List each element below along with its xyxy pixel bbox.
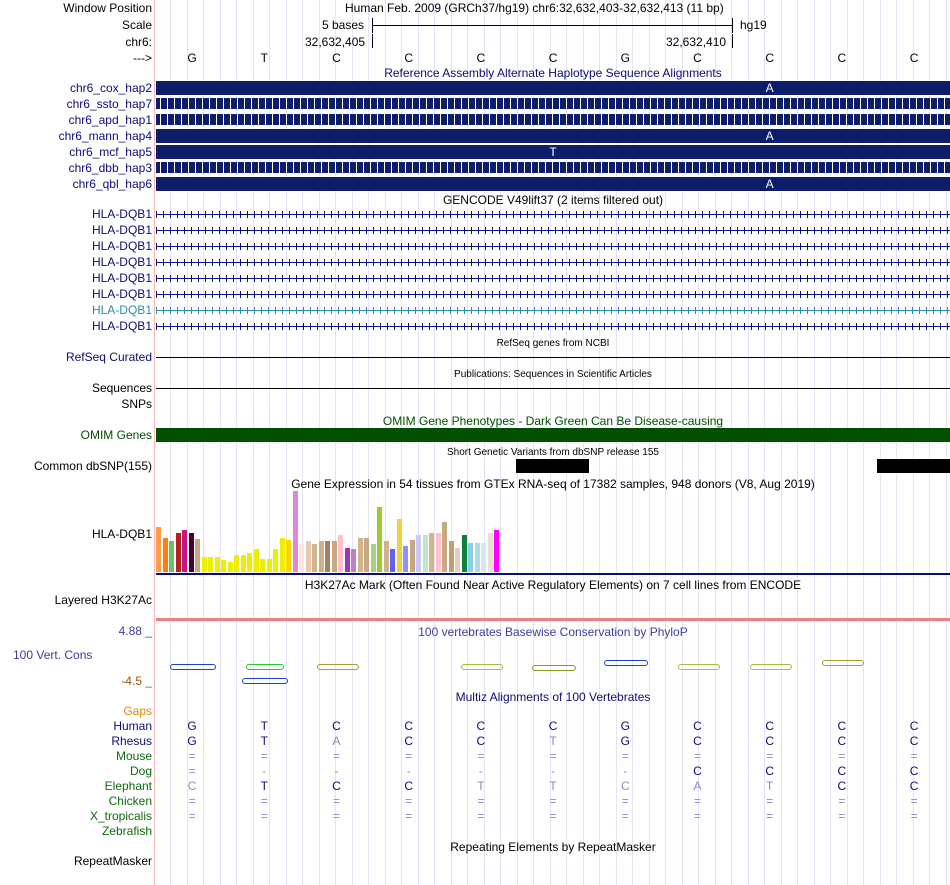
gtex-tissue-bar[interactable]	[455, 548, 460, 572]
multiz-base: -	[406, 764, 411, 778]
gtex-tissue-bar[interactable]	[436, 533, 441, 572]
phylop-score-glyph[interactable]	[461, 664, 503, 670]
alt-hap-label[interactable]: chr6_qbl_hap6	[72, 177, 152, 191]
snps-label[interactable]: SNPs	[121, 397, 152, 411]
phylop-label[interactable]: 100 Vert. Cons	[13, 648, 93, 662]
gtex-tissue-bar[interactable]	[390, 549, 395, 572]
multiz-base: -	[551, 764, 556, 778]
multiz-base: =	[477, 794, 485, 808]
multiz-base: T	[260, 719, 268, 733]
multiz-base: C	[476, 719, 486, 733]
gtex-tissue-bar[interactable]	[169, 541, 174, 572]
multiz-base: G	[187, 719, 197, 733]
alt-hap-alignment[interactable]	[156, 81, 950, 95]
publications-label[interactable]: Sequences	[91, 381, 152, 395]
multiz-base: =	[621, 809, 629, 823]
scale-text: 5 bases	[322, 18, 365, 32]
scale-bar	[372, 25, 732, 26]
gtex-tissue-bar[interactable]	[475, 543, 480, 572]
phylop-score-glyph[interactable]	[604, 660, 648, 666]
multiz-species-label[interactable]: X_tropicalis	[89, 809, 152, 823]
gtex-tissue-bar[interactable]	[364, 538, 369, 572]
phylop-score-glyph[interactable]	[822, 660, 864, 666]
multiz-base: T	[477, 779, 485, 793]
gencode-gene-label[interactable]: HLA-DQB1	[91, 287, 152, 301]
gencode-gene-label[interactable]: HLA-DQB1	[91, 319, 152, 333]
multiz-base: =	[405, 809, 413, 823]
gtex-tissue-bar[interactable]	[260, 559, 265, 572]
multiz-base: -	[334, 764, 339, 778]
multiz-base: C	[909, 734, 919, 748]
gencode-gene-label[interactable]: HLA-DQB1	[91, 223, 152, 237]
ruler-base: C	[693, 51, 702, 65]
multiz-base: C	[837, 779, 847, 793]
multiz-base: C	[909, 719, 919, 733]
refseq-label[interactable]: RefSeq Curated	[65, 350, 152, 364]
repeatmasker-title[interactable]: Repeating Elements by RepeatMasker	[450, 840, 656, 854]
gencode-strand-arrows	[156, 307, 950, 314]
multiz-base: C	[404, 734, 414, 748]
gtex-tissue-bar[interactable]	[156, 527, 161, 572]
multiz-base: =	[838, 809, 846, 823]
phylop-score-glyph[interactable]	[242, 678, 288, 684]
phylop-score-glyph[interactable]	[246, 664, 284, 670]
multiz-base: =	[332, 749, 340, 763]
multiz-species-label[interactable]: Rhesus	[111, 734, 152, 748]
strand-label: --->	[133, 51, 152, 65]
coord-left-tick	[372, 34, 373, 48]
gtex-tissue-bar[interactable]	[429, 533, 434, 572]
refseq-gene-line[interactable]	[156, 357, 950, 358]
multiz-gaps-label: Gaps	[123, 704, 152, 718]
gtex-tissue-bar[interactable]	[358, 538, 363, 572]
omim-bar[interactable]	[156, 428, 950, 442]
phylop-score-glyph[interactable]	[750, 664, 792, 670]
gencode-gene-label[interactable]: HLA-DQB1	[91, 255, 152, 269]
gtex-tissue-bar[interactable]	[293, 491, 298, 572]
multiz-base: =	[405, 749, 413, 763]
phylop-score-glyph[interactable]	[532, 665, 576, 671]
gencode-gene-label[interactable]: HLA-DQB1	[91, 207, 152, 221]
gtex-tissue-bar[interactable]	[215, 557, 220, 572]
multiz-base: C	[837, 764, 847, 778]
gtex-tissue-bar[interactable]	[371, 544, 376, 572]
gtex-tissue-bar[interactable]	[384, 541, 389, 572]
multiz-base: =	[621, 794, 629, 808]
multiz-base: C	[548, 719, 558, 733]
multiz-base: =	[838, 749, 846, 763]
alt-hap-alignment[interactable]	[156, 162, 950, 173]
gencode-strand-arrows	[156, 291, 950, 298]
ruler-base: C	[548, 51, 558, 65]
alt-hap-mismatch: A	[765, 81, 774, 95]
multiz-base: =	[910, 794, 918, 808]
gtex-tissue-bar[interactable]	[397, 519, 402, 572]
gtex-tissue-bar[interactable]	[189, 533, 194, 572]
multiz-base: =	[621, 749, 629, 763]
multiz-base: C	[404, 719, 414, 733]
gtex-tissue-bar[interactable]	[228, 562, 233, 572]
gtex-tissue-bar[interactable]	[442, 522, 447, 572]
ruler-base: T	[260, 51, 268, 65]
multiz-base: =	[260, 749, 268, 763]
multiz-species-label[interactable]: Chicken	[108, 794, 152, 808]
multiz-base: =	[766, 794, 774, 808]
gtex-tissue-bar[interactable]	[254, 549, 259, 572]
alt-hap-alignment[interactable]	[156, 145, 950, 159]
multiz-base: C	[837, 719, 847, 733]
multiz-base: =	[188, 749, 196, 763]
ruler-base: G	[620, 51, 630, 65]
refseq-title[interactable]: RefSeq genes from NCBI	[496, 338, 610, 349]
multiz-base: =	[260, 809, 268, 823]
gtex-tissue-bar[interactable]	[345, 548, 350, 572]
gtex-tissue-bar[interactable]	[267, 559, 272, 572]
multiz-base: =	[332, 809, 340, 823]
coord-left: 32,632,405	[305, 35, 366, 49]
dbsnp-label[interactable]: Common dbSNP(155)	[33, 459, 152, 473]
multiz-base: C	[404, 779, 414, 793]
gtex-tissue-bar[interactable]	[325, 541, 330, 572]
multiz-base: =	[693, 794, 701, 808]
gtex-gene-label[interactable]: HLA-DQB1	[91, 527, 152, 541]
multiz-base: =	[910, 749, 918, 763]
gencode-strand-arrows	[156, 275, 950, 282]
gtex-tissue-bar[interactable]	[416, 535, 421, 572]
multiz-base: =	[549, 794, 557, 808]
gtex-tissue-bar[interactable]	[234, 555, 239, 572]
label-separator	[154, 0, 155, 885]
ruler-base: C	[332, 51, 341, 65]
alt-hap-label[interactable]: chr6_mcf_hap5	[69, 145, 152, 159]
gtex-tissue-bar[interactable]	[338, 535, 343, 572]
multiz-base: =	[766, 749, 774, 763]
multiz-title[interactable]: Multiz Alignments of 100 Vertebrates	[455, 690, 651, 704]
alt-hap-mismatch: T	[549, 145, 557, 159]
multiz-base: T	[549, 779, 557, 793]
multiz-base: C	[909, 764, 919, 778]
alt-hap-label[interactable]: chr6_apd_hap1	[68, 113, 152, 127]
gtex-tissue-bar[interactable]	[351, 549, 356, 572]
alt-hap-alignment[interactable]	[156, 177, 950, 191]
gtex-tissue-bar[interactable]	[182, 530, 187, 572]
gtex-tissue-bar[interactable]	[273, 549, 278, 572]
gtex-tissue-bar[interactable]	[494, 530, 499, 572]
ruler-base: C	[765, 51, 775, 65]
multiz-base: G	[620, 719, 630, 733]
gencode-gene-label[interactable]: HLA-DQB1	[91, 303, 152, 317]
multiz-base: C	[332, 719, 341, 733]
multiz-base: G	[187, 734, 197, 748]
multiz-base: C	[332, 779, 341, 793]
gencode-strand-arrows	[156, 323, 950, 330]
phylop-score-glyph[interactable]	[317, 664, 359, 670]
gtex-tissue-bar[interactable]	[377, 507, 382, 572]
multiz-base: C	[693, 764, 702, 778]
alt-hap-mismatch: A	[765, 177, 774, 191]
window-position-text: Human Feb. 2009 (GRCh37/hg19) chr6:32,632,403-32,632,413 (11 bp)	[345, 1, 724, 15]
multiz-base: -	[478, 764, 483, 778]
multiz-base: C	[765, 719, 775, 733]
multiz-base: T	[766, 779, 774, 793]
gtex-tissue-bar[interactable]	[299, 544, 304, 572]
phylop-title[interactable]: 100 vertebrates Basewise Conservation by PhyloP	[418, 625, 688, 639]
multiz-base: =	[332, 794, 340, 808]
multiz-base: =	[260, 794, 268, 808]
multiz-base: G	[620, 734, 630, 748]
dbsnp-variant[interactable]	[877, 459, 950, 473]
publications-line[interactable]	[156, 388, 950, 389]
window-position-label: Window Position	[63, 1, 152, 15]
multiz-base: =	[405, 794, 413, 808]
phylop-ymin: -4.5 _	[121, 674, 152, 688]
omim-title[interactable]: OMIM Gene Phenotypes - Dark Green Can Be Disease-causing	[382, 414, 724, 428]
multiz-base: =	[910, 809, 918, 823]
multiz-base: C	[620, 779, 630, 793]
scale-bar-left-tick	[372, 18, 373, 33]
alt-hap-mismatch: A	[765, 129, 774, 143]
multiz-base: C	[693, 719, 702, 733]
multiz-base: =	[188, 764, 196, 778]
multiz-base: =	[477, 809, 485, 823]
alt-hap-alignment[interactable]	[156, 98, 950, 109]
gtex-tissue-bar[interactable]	[247, 553, 252, 572]
coord-right: 32,632,410	[666, 35, 727, 49]
multiz-base: A	[332, 734, 341, 748]
alt-hap-label[interactable]: chr6_ssto_hap7	[66, 97, 152, 111]
gtex-tissue-bar[interactable]	[306, 541, 311, 572]
gtex-tissue-bar[interactable]	[312, 544, 317, 572]
h3k27ac-title[interactable]: H3K27Ac Mark (Often Found Near Active Regulatory Elements) on 7 cell lines from ENCODE	[304, 578, 802, 592]
gtex-tissue-bar[interactable]	[221, 560, 226, 572]
gtex-tissue-bar[interactable]	[163, 538, 168, 572]
multiz-base: T	[549, 734, 557, 748]
multiz-base: =	[188, 809, 196, 823]
gtex-tissue-bar[interactable]	[241, 555, 246, 572]
gtex-baseline	[156, 573, 950, 575]
scale-label: Scale	[121, 18, 152, 32]
multiz-base: C	[765, 734, 775, 748]
ruler-base: C	[909, 51, 919, 65]
multiz-base: =	[549, 749, 557, 763]
multiz-base: A	[693, 779, 702, 793]
multiz-base: T	[260, 734, 268, 748]
gtex-tissue-bar[interactable]	[208, 557, 213, 572]
chrom-label: chr6:	[125, 35, 152, 49]
multiz-species-label[interactable]: Dog	[129, 764, 152, 778]
gtex-tissue-bar[interactable]	[403, 546, 408, 572]
multiz-base: C	[837, 734, 847, 748]
alt-hap-label[interactable]: chr6_cox_hap2	[69, 81, 152, 95]
multiz-base: =	[693, 749, 701, 763]
alt-hap-title[interactable]: Reference Assembly Alternate Haplotype Sequence Alignments	[384, 66, 722, 80]
multiz-base: -	[262, 764, 267, 778]
gtex-tissue-bar[interactable]	[410, 540, 415, 572]
multiz-base: T	[260, 779, 268, 793]
gencode-strand-arrows	[156, 243, 950, 250]
gtex-tissue-bar[interactable]	[481, 543, 486, 572]
multiz-base: =	[188, 794, 196, 808]
multiz-base: =	[838, 794, 846, 808]
multiz-base: C	[765, 764, 775, 778]
gtex-tissue-bar[interactable]	[449, 541, 454, 572]
gencode-strand-arrows	[156, 259, 950, 266]
multiz-species-label[interactable]: Human	[113, 719, 152, 733]
ruler-base: C	[837, 51, 847, 65]
multiz-species-label[interactable]: Mouse	[115, 749, 152, 763]
gtex-tissue-bar[interactable]	[202, 557, 207, 572]
phylop-score-glyph[interactable]	[170, 664, 216, 670]
multiz-base: C	[693, 734, 702, 748]
gtex-title[interactable]: Gene Expression in 54 tissues from GTEx RNA-seq of 17382 samples, 948 donors (V8, Aug 2019)	[291, 477, 815, 491]
alt-hap-label[interactable]: chr6_dbb_hap3	[68, 161, 152, 175]
gtex-tissue-bar[interactable]	[195, 539, 200, 572]
multiz-species-label[interactable]: Elephant	[104, 779, 152, 793]
gencode-gene-label[interactable]: HLA-DQB1	[91, 239, 152, 253]
dbsnp-variant[interactable]	[516, 459, 589, 473]
phylop-score-glyph[interactable]	[678, 664, 720, 670]
gtex-tissue-bar[interactable]	[488, 533, 493, 572]
gtex-tissue-bar[interactable]	[280, 538, 285, 572]
phylop-ymax: 4.88 _	[118, 624, 152, 638]
gtex-tissue-bar[interactable]	[423, 535, 428, 572]
h3k27ac-label[interactable]: Layered H3K27Ac	[54, 593, 152, 607]
multiz-base: -	[623, 764, 628, 778]
ruler-base: C	[476, 51, 486, 65]
multiz-base: C	[909, 779, 919, 793]
alt-hap-alignment[interactable]	[156, 114, 950, 125]
gencode-strand-arrows	[156, 227, 950, 234]
multiz-species-label[interactable]: Zebrafish	[101, 824, 152, 838]
gencode-title[interactable]: GENCODE V49lift37 (2 items filtered out)	[442, 193, 664, 207]
gencode-gene-label[interactable]: HLA-DQB1	[91, 271, 152, 285]
gencode-strand-arrows	[156, 211, 950, 218]
dbsnp-title[interactable]: Short Genetic Variants from dbSNP release 155	[447, 447, 659, 458]
gtex-tissue-bar[interactable]	[332, 541, 337, 572]
gtex-tissue-bar[interactable]	[468, 543, 473, 572]
alt-hap-alignment[interactable]	[156, 129, 950, 143]
h3k27ac-signal[interactable]	[156, 618, 950, 621]
ruler-base: C	[404, 51, 414, 65]
gtex-tissue-bar[interactable]	[176, 533, 181, 572]
multiz-base: C	[476, 734, 486, 748]
multiz-base: =	[766, 809, 774, 823]
multiz-base: C	[187, 779, 197, 793]
multiz-base: =	[693, 809, 701, 823]
gtex-tissue-bar[interactable]	[462, 535, 467, 572]
gtex-bar-chart[interactable]	[156, 491, 556, 572]
multiz-base: =	[477, 749, 485, 763]
assembly-label: hg19	[740, 18, 767, 32]
ruler-base: G	[187, 51, 197, 65]
scale-bar-right-tick	[732, 18, 733, 33]
coord-right-tick	[732, 34, 733, 48]
publications-title[interactable]: Publications: Sequences in Scientific Articles	[454, 369, 652, 380]
repeatmasker-label[interactable]: RepeatMasker	[73, 854, 152, 868]
multiz-base: =	[549, 809, 557, 823]
alt-hap-label[interactable]: chr6_mann_hap4	[58, 129, 152, 143]
gtex-tissue-bar[interactable]	[319, 541, 324, 572]
omim-label[interactable]: OMIM Genes	[80, 428, 152, 442]
gtex-tissue-bar[interactable]	[286, 540, 291, 572]
